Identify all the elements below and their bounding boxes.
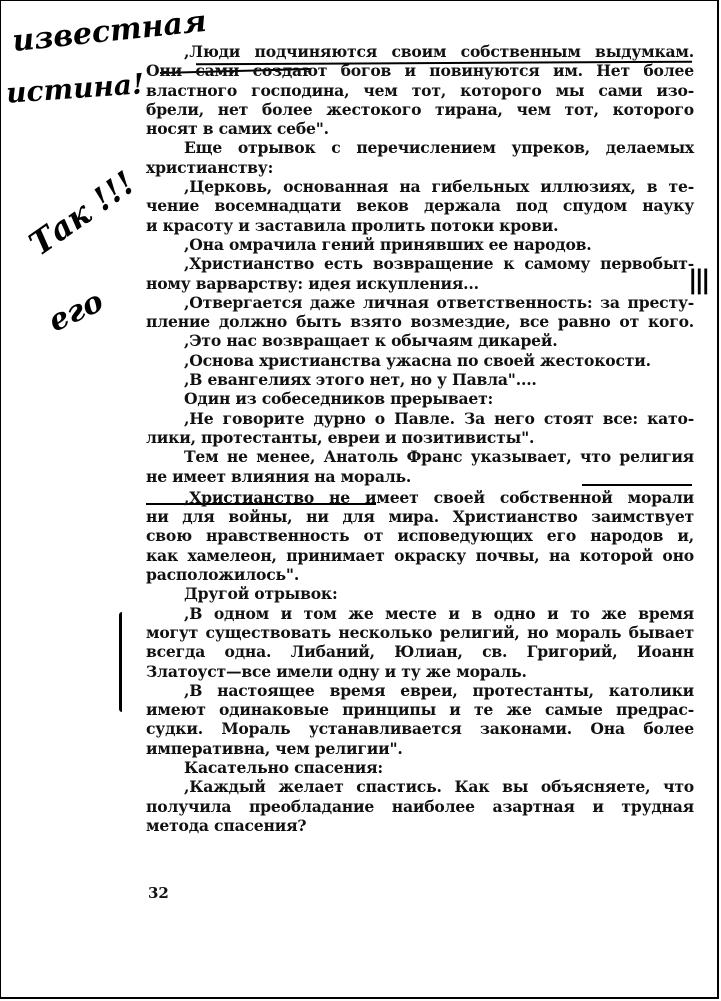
text-line: ному варварству: идея искупления... — [146, 273, 479, 293]
text-line: всегда одна. Либаний, Юлиан, св. Григорий, Иоанн — [146, 642, 694, 662]
text-line: властного господина, чем тот, которого мы сами изо- — [146, 80, 694, 100]
text-line: имеют одинаковые принципы и те же самые предрас- — [146, 700, 694, 720]
text-line: лики, протестанты, евреи и позитивисты". — [146, 427, 535, 447]
paragraph — [146, 758, 694, 777]
text-line: ,Христианство есть возвращение к самому первобыт- — [184, 254, 694, 274]
margin-bracket-icon — [119, 612, 126, 712]
text-line: ,Христианство не имеет своей собственной морали — [184, 487, 694, 507]
handwritten-note-tak: Так !!! — [22, 163, 142, 264]
text-line: ,Не говорите дурно о Павле. За него стоят все: като- — [184, 408, 694, 428]
quote-paragraph — [146, 254, 694, 293]
text-line: ,Это нас возвращает к обычаям дикарей. — [184, 331, 558, 351]
quote-paragraph — [146, 409, 694, 448]
quote-paragraph — [146, 351, 694, 370]
text-line: судки. Мораль устанавливается законами. Она более — [146, 719, 694, 739]
quote-paragraph — [146, 293, 694, 332]
quote-paragraph — [146, 370, 694, 389]
quote-paragraph — [146, 235, 694, 254]
text-line: ,Люди подчиняются своим собственным выдумкам. — [184, 42, 694, 61]
margin-marks-icon: ||| — [688, 265, 708, 295]
text-line: ,Основа христианства ужасна по своей жестокости. — [184, 350, 651, 370]
text-line: пление должно быть взято возмездие, все равно от кого. — [146, 312, 694, 332]
handwritten-note-izvestnaya: известная — [10, 3, 209, 60]
text-line: Один из собеседников прерывает: — [184, 389, 494, 409]
text-line: не имеет влияния на мораль. — [146, 466, 412, 486]
quote-paragraph — [146, 488, 694, 584]
document-body — [146, 42, 694, 835]
text-line: Другой отрывок: — [184, 584, 338, 604]
text-line: метода спасения? — [146, 815, 307, 835]
text-line: могут существовать несколько религий, но мораль бывает — [146, 622, 694, 642]
paragraph — [146, 138, 694, 177]
page-number: 32 — [148, 884, 169, 902]
text-line: получила преобладание наиболее азартная и трудная — [146, 796, 694, 816]
text-line: Они сами создают богов и повинуются им. Нет более — [146, 61, 694, 81]
text-line: ,Каждый желает спастись. Как вы объясняете, что — [184, 777, 694, 797]
text-line: ни для войны, ни для мира. Христианство заимствует — [146, 507, 694, 527]
quote-paragraph — [146, 777, 694, 835]
text-line: и красоту и заставила пролить потоки крови. — [146, 215, 559, 235]
text-line: ,В одном и том же месте и в одно и то же время — [184, 603, 694, 623]
quote-paragraph — [146, 177, 694, 235]
text-line: ,Отвергается даже личная ответственность: за престу- — [184, 292, 694, 312]
handwritten-note-ego: его — [43, 283, 109, 340]
text-line: расположилось". — [146, 565, 300, 585]
text-line: Еще отрывок с перечислением упреков, делаемых — [184, 138, 694, 158]
text-line: чение восемнадцати веков держала под спудом науку — [146, 196, 694, 216]
text-line: ,В евангелиях этого нет, но у Павла".... — [184, 370, 537, 390]
text-line: ,В настоящее время евреи, протестанты, католики — [184, 680, 694, 700]
quote-paragraph — [146, 42, 694, 138]
quote-paragraph — [146, 331, 694, 350]
text-line: христианству: — [146, 157, 274, 177]
handwritten-note-istina: истина! — [5, 67, 146, 110]
text-line: брели, нет более жестокого тирана, чем тот, которого — [146, 99, 694, 119]
text-line: ,Она омрачила гений принявших ее народов. — [184, 234, 592, 254]
paragraph — [146, 447, 694, 486]
text-line: императивна, чем религии". — [146, 738, 403, 758]
text-line: Златоуст—все имели одну и ту же мораль. — [146, 661, 527, 681]
text-line: Касательно спасения: — [184, 757, 383, 777]
paragraph — [146, 584, 694, 603]
text-line: носят в самих себе". — [146, 119, 329, 139]
text-line: как хамелеон, принимает окраску почвы, на которой оно — [146, 545, 694, 565]
quote-paragraph — [146, 604, 694, 681]
paragraph — [146, 389, 694, 408]
quote-paragraph — [146, 681, 694, 758]
text-line: свою нравственность от исповедующих его народов и, — [146, 526, 694, 546]
text-line: ,Церковь, основанная на гибельных иллюзиях, в те- — [184, 177, 694, 197]
text-line: Тем не менее, Анатоль Франс указывает, что религия — [184, 447, 694, 467]
